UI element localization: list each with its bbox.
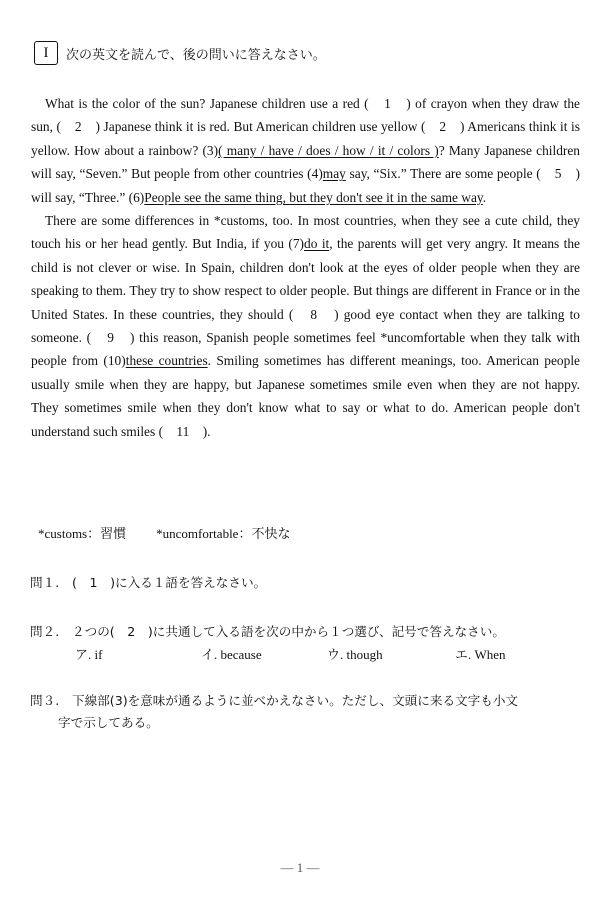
section-instruction: 次の英文を読んで、後の問いに答えなさい。 <box>66 47 326 63</box>
question-2 <box>30 621 505 640</box>
question-text: ２つの( 2 )に共通して入る語を次の中から１つ選び、記号で答えなさい。 <box>72 624 505 639</box>
underline-4: may <box>322 166 346 182</box>
question-number: 問３. <box>30 693 60 708</box>
question-text: ( 1 )に入る１語を答えなさい。 <box>72 575 267 590</box>
question-line-2: 字で示してある。 <box>58 715 159 730</box>
passage-text: . <box>482 189 487 205</box>
passage-text: What is the color of the sun? Japanese children use a red ( 1 ) of crayon when they draw the sun, ( 2 ) Japanese think it is red. But American children use yellow ( 2 ) Americans think it is yellow. How about a rainbow? (3) <box>31 96 580 158</box>
option-c: ウ. though <box>327 647 383 662</box>
passage-text: , the parents will get very angry. It means the child is not clever or wise. In Spain, children don't look at the eyes of older people when they are speaking to them. They try to show respect to older people. But things are different in France or in the United States. In these countries, they should ( 8 ) good eye contact when they are talking to someone. ( 9 ) this reason, Spanish people sometimes feel *uncomfortable when they talk with people from (10) <box>31 236 581 369</box>
underline-6: People see the same thing, but they don't see it in the same way <box>144 189 483 205</box>
section-number-box: I <box>34 41 58 65</box>
question-number: 問１. <box>30 575 60 590</box>
paragraph-2 <box>31 209 580 443</box>
question-line-1 <box>30 690 580 712</box>
page-number: — 1 — <box>280 860 320 875</box>
passage-text: . Smiling sometimes has different meanings, too. American people usually smile when they are happy, but Japanese sometimes smile even when they are not happy. They sometimes smile when they don't know what to say or what to do. American people don't understand such smiles ( 11 ). <box>31 353 580 439</box>
reading-passage <box>31 92 580 443</box>
glossary <box>38 523 290 542</box>
underline-10: these countries <box>125 353 208 369</box>
underline-7: do it <box>304 236 330 252</box>
underline-3: ( many / have / does / how / it / colors ) <box>218 142 439 158</box>
question-text: 下線部(3)を意味が通るように並べかえなさい。ただし、文頭に来る文字も小文 <box>72 693 519 708</box>
option-a: ア. if <box>75 647 103 662</box>
question-3 <box>30 690 580 734</box>
section-header <box>34 41 326 65</box>
passage-text: There are some differences in *customs, too. In most countries, when they see a cute child, they touch his or her head gently. But India, if you (7) <box>31 213 580 252</box>
paragraph-1 <box>31 92 580 209</box>
passage-text: ? Many Japanese children will say, “Seven.” But people from other countries (4) <box>31 142 580 182</box>
question-number: 問２. <box>30 624 60 639</box>
option-b: イ. because <box>201 647 262 662</box>
option-d: エ. When <box>455 647 506 662</box>
passage-text: say, “Six.” There are some people ( 5 ) will say, “Three.” (6) <box>31 166 580 205</box>
question-1 <box>30 572 266 591</box>
glossary-term: *customs： <box>38 526 101 541</box>
glossary-term: *uncomfortable： <box>156 526 252 541</box>
glossary-item-uncomfortable <box>156 523 290 542</box>
glossary-item-customs <box>38 523 126 542</box>
glossary-definition: 不快な <box>251 527 291 542</box>
glossary-definition: 習慣 <box>100 527 127 542</box>
